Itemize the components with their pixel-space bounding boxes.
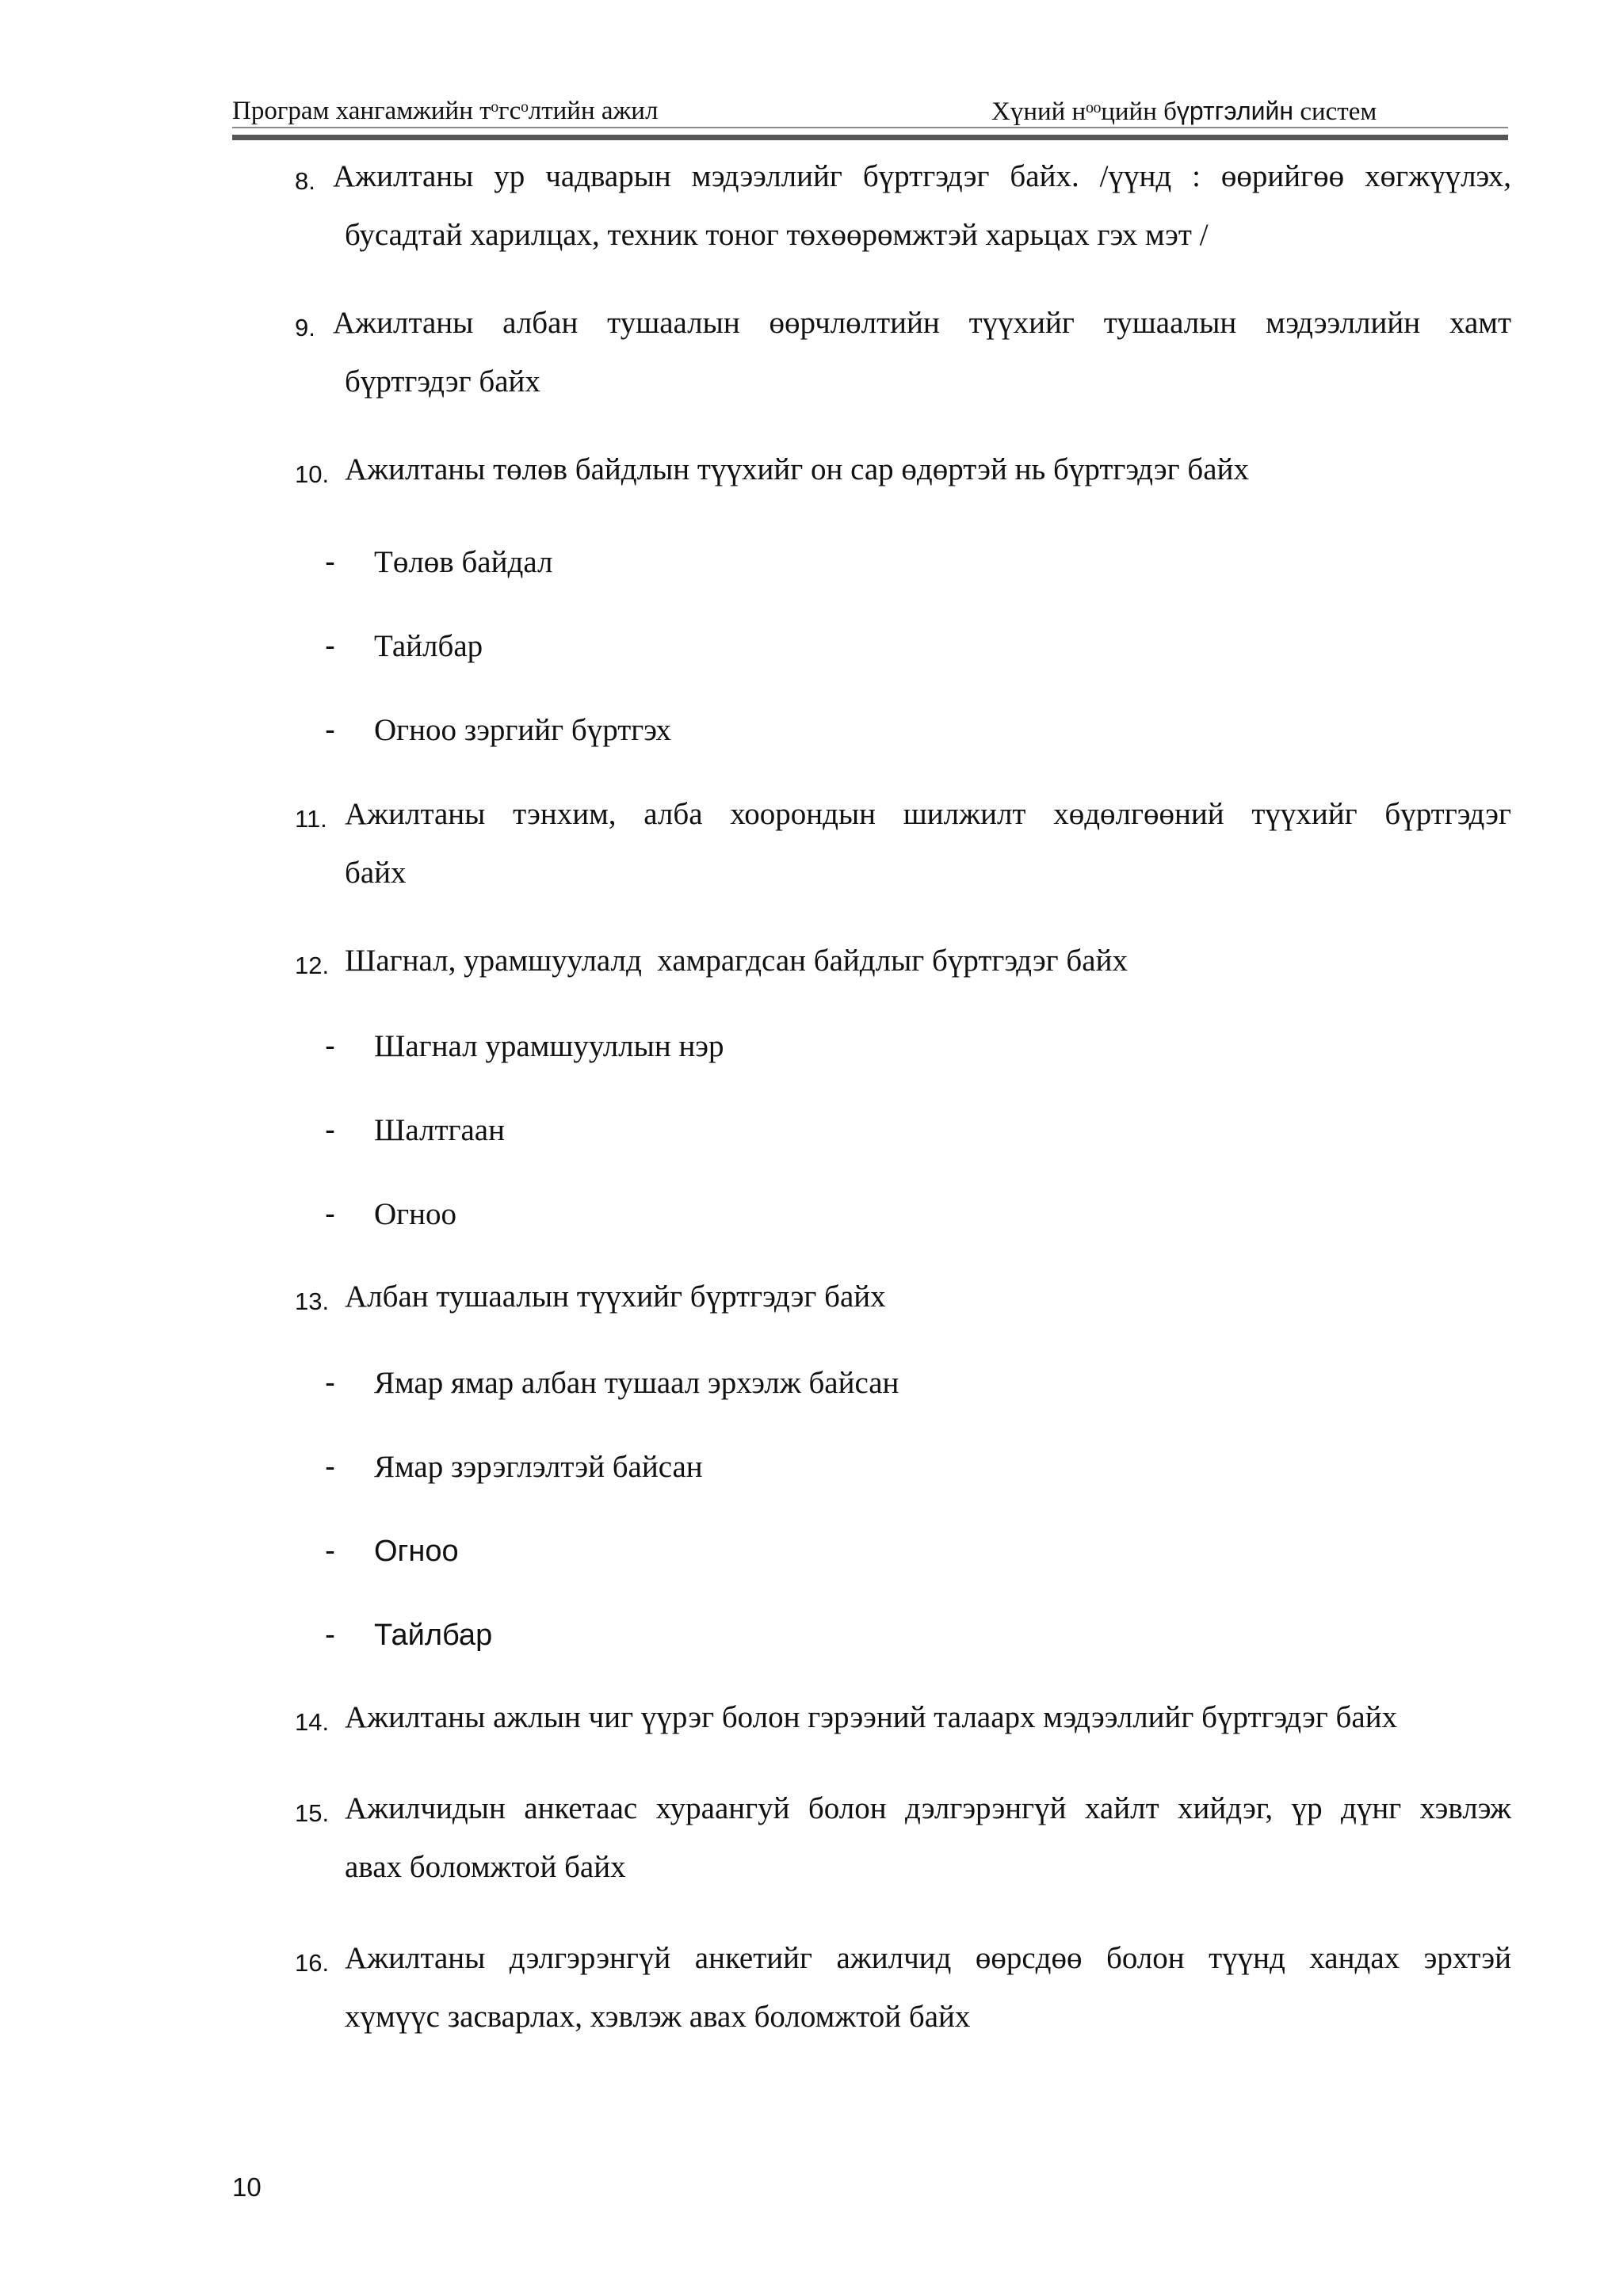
list-item-text-line1: Ажилтаны ур чадварын мэдээллийг бүртгэдэг байх. /үүнд : өөрийгөө хөгжүүлэх, xyxy=(333,159,1511,193)
bullet-text: Огноо xyxy=(374,1535,459,1568)
bullet-dash: - xyxy=(325,1618,335,1652)
header-left-title: Програм хангамжийн тᵒгсᵒлтийн ажил xyxy=(232,97,659,125)
list-item-number: 15. xyxy=(295,1799,330,1827)
list-item-text-line1: Ажилтаны төлөв байдлын түүхийг он сар өдөртэй нь бүртгэдэг байх xyxy=(345,452,1249,486)
header-right-part1: Хүний нᵒᵒцийн б xyxy=(991,97,1177,126)
list-item-number: 9. xyxy=(295,314,315,341)
list-item-text-line1: Ажилтаны албан тушаалын өөрчлөлтийн түүхийг тушаалын мэдээллийн хамт xyxy=(333,306,1511,340)
list-item-number: 10. xyxy=(295,460,330,488)
bullet-dash: - xyxy=(325,1029,335,1063)
list-item-number: 13. xyxy=(295,1287,330,1315)
list-item-number: 14. xyxy=(295,1708,330,1736)
bullet-text: Ямар зэрэглэлтэй байсан xyxy=(374,1450,703,1484)
bullet-text: Огноо зэргийг бүртгэх xyxy=(374,713,671,747)
list-item-number: 12. xyxy=(295,952,330,979)
header-rule-thin xyxy=(232,127,1508,128)
list-item xyxy=(295,441,1511,499)
list-item xyxy=(295,1688,1511,1747)
header-right-part3: систем xyxy=(1293,97,1377,126)
bullet-text: Шагнал урамшууллын нэр xyxy=(374,1029,724,1063)
list-item-text-line2: хүмүүс засварлах, хэвлэж авах боломжтой байх xyxy=(345,2000,971,2034)
list-item-text-line1: Шагнал, урамшуулалд хамрагдсан байдлыг бүртгэдэг байх xyxy=(345,944,1128,978)
bullet-dash: - xyxy=(325,545,335,579)
bullet-dash: - xyxy=(325,1197,335,1231)
list-item-text-line2: бусадтай харилцах, техник тоног төхөөрөмжтэй харьцах гэх мэт / xyxy=(345,218,1209,252)
list-item-text-line1: Ажилчидын анкетаас хураангуй болон дэлгэрэнгүй хайлт хийдэг, үр дүнг хэвлэж xyxy=(345,1791,1511,1825)
list-item-text-line1: Албан тушаалын түүхийг бүртгэдэг байх xyxy=(345,1280,886,1314)
list-item-text-line1: Ажилтаны дэлгэрэнгүй анкетийг ажилчид өөрсдөө болон түүнд хандах эрхтэй xyxy=(345,1941,1511,1975)
bullet-dash: - xyxy=(325,1534,335,1568)
list-item-number: 11. xyxy=(295,805,327,833)
header-right-title xyxy=(991,97,1377,127)
page-number: 10 xyxy=(232,2172,262,2202)
list-item-number: 8. xyxy=(295,167,315,195)
header-rule-thick xyxy=(232,135,1508,140)
list-item xyxy=(295,294,1511,411)
bullet-text: Тайлбар xyxy=(374,629,483,663)
bullet-text: Ямар ямар албан тушаал эрхэлж байсан xyxy=(374,1366,899,1400)
bullet-text: Шалтгаан xyxy=(374,1113,505,1147)
bullet-text: Төлөв байдал xyxy=(374,545,553,579)
list-item xyxy=(295,1929,1511,2046)
list-item-text-line2: бүртгэдэг байх xyxy=(345,364,540,399)
bullet-dash: - xyxy=(325,629,335,663)
list-item-text-line1: Ажилтаны ажлын чиг үүрэг болон гэрээний талаарх мэдээллийг бүртгэдэг байх xyxy=(345,1700,1398,1734)
list-item-text-line1: Ажилтаны тэнхим, алба хоорондын шилжилт хөдөлгөөний түүхийг бүртгэдэг xyxy=(345,797,1511,831)
list-item-text-line2: авах боломжтой байх xyxy=(345,1850,626,1884)
bullet-dash: - xyxy=(325,1113,335,1147)
page-header xyxy=(232,97,1508,138)
bullet-dash: - xyxy=(325,1450,335,1484)
bullet-text: Тайлбар xyxy=(374,1619,493,1652)
header-right-part2: үртгэлийн xyxy=(1176,97,1294,125)
list-item xyxy=(295,1268,1511,1326)
list-item-text-line2: байх xyxy=(345,856,407,890)
list-item xyxy=(295,1779,1511,1897)
bullet-text: Огноо xyxy=(374,1197,457,1231)
list-item xyxy=(295,147,1511,265)
list-item xyxy=(295,785,1511,902)
bullet-dash: - xyxy=(325,1366,335,1400)
bullet-dash: - xyxy=(325,713,335,747)
list-item xyxy=(295,932,1511,990)
list-item-number: 16. xyxy=(295,1949,330,1977)
